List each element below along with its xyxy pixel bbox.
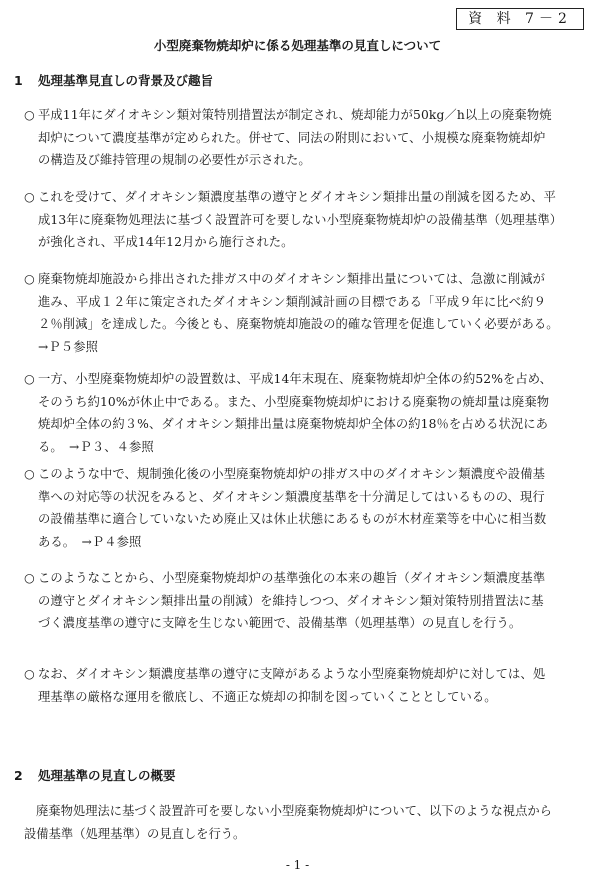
page-title: 小型廃棄物焼却炉に係る処理基準の見直しについて	[153, 38, 442, 53]
paragraph	[24, 663, 556, 708]
paragraph	[24, 368, 556, 458]
section-2-heading	[14, 766, 176, 784]
bullet-icon: ○	[24, 272, 35, 286]
paragraph-text: このような中で、規制強化後の小型廃棄物焼却炉の排ガス中のダイオキシン類濃度や設備基準への対応等の状況をみると、ダイオキシン類濃度基準を十分満足してはいるものの、現行の設備基準に適合していないため廃止又は休止状態にあるものが木材産業等を中心に相当数ある。 →Ｐ４参照	[38, 467, 547, 549]
page-number: - 1 -	[285, 858, 310, 872]
section-2-body: 廃棄物処理法に基づく設置許可を要しない小型廃棄物焼却炉について、以下のような視点から設備基準（処理基準）の見直しを行う。	[24, 804, 552, 841]
section-2-number: 2	[14, 768, 23, 783]
paragraph-text: これを受けて、ダイオキシン類濃度基準の遵守とダイオキシン類排出量の削減を図るため、平成13年に廃棄物処理法に基づく設置許可を要しない小型廃棄物焼却炉の設備基準（処理基準）が強化され、平成14年12月から施行された。	[38, 190, 556, 249]
paragraph	[24, 186, 556, 254]
section-1-heading	[14, 71, 213, 89]
bullet-icon: ○	[24, 372, 35, 386]
section-1-heading-text: 処理基準見直しの背景及び趣旨	[38, 73, 214, 88]
bullet-icon: ○	[24, 108, 35, 122]
paragraph	[24, 104, 556, 172]
paragraph-text: 一方、小型廃棄物焼却炉の設置数は、平成14年末現在、廃棄物焼却炉全体の約52%を占め、そのうち約10%が休止中である。また、小型廃棄物焼却炉における廃棄物の焼却量は廃棄物焼却炉全体の約３%、ダイオキシン類排出量は廃棄物焼却炉全体の約18％を占める状況にある。 →Ｐ３、４参照	[38, 372, 553, 454]
bullet-icon: ○	[24, 667, 35, 681]
bullet-icon: ○	[24, 190, 35, 204]
section-1-number: 1	[14, 73, 23, 88]
section-2-heading-text: 処理基準の見直しの概要	[38, 768, 176, 783]
paragraph-text: 平成11年にダイオキシン類対策特別措置法が制定され、焼却能力が50kg／h以上の廃棄物焼却炉について濃度基準が定められた。併せて、同法の附則において、小規模な廃棄物焼却炉の構造及び維持管理の規制の必要性が示された。	[38, 108, 552, 167]
paragraph-text: 廃棄物焼却施設から排出された排ガス中のダイオキシン類排出量については、急激に削減が進み、平成１２年に策定されたダイオキシン類削減計画の目標である「平成９年に比べ約９２％削減」を達成した。今後とも、廃棄物焼却施設の的確な管理を促進していく必要がある。 →Ｐ５参照	[38, 272, 565, 354]
paragraph	[24, 268, 565, 358]
paragraph-text: なお、ダイオキシン類濃度基準の遵守に支障があるような小型廃棄物焼却炉に対しては、処理基準の厳格な運用を徹底し、不適正な焼却の抑制を図っていくこととしている。	[38, 667, 546, 704]
paragraph-text: このようなことから、小型廃棄物焼却炉の基準強化の本来の趣旨（ダイオキシン類濃度基準の遵守とダイオキシン類排出量の削減）を維持しつつ、ダイオキシン類対策特別措置法に基づく濃度基準の遵守に支障を生じない範囲で、設備基準（処理基準）の見直しを行う。	[38, 571, 546, 630]
paragraph	[24, 463, 556, 553]
bullet-icon: ○	[24, 571, 35, 585]
bullet-icon: ○	[24, 467, 35, 481]
paragraph	[24, 567, 556, 635]
document-label: 資 料 7－2	[456, 8, 584, 30]
